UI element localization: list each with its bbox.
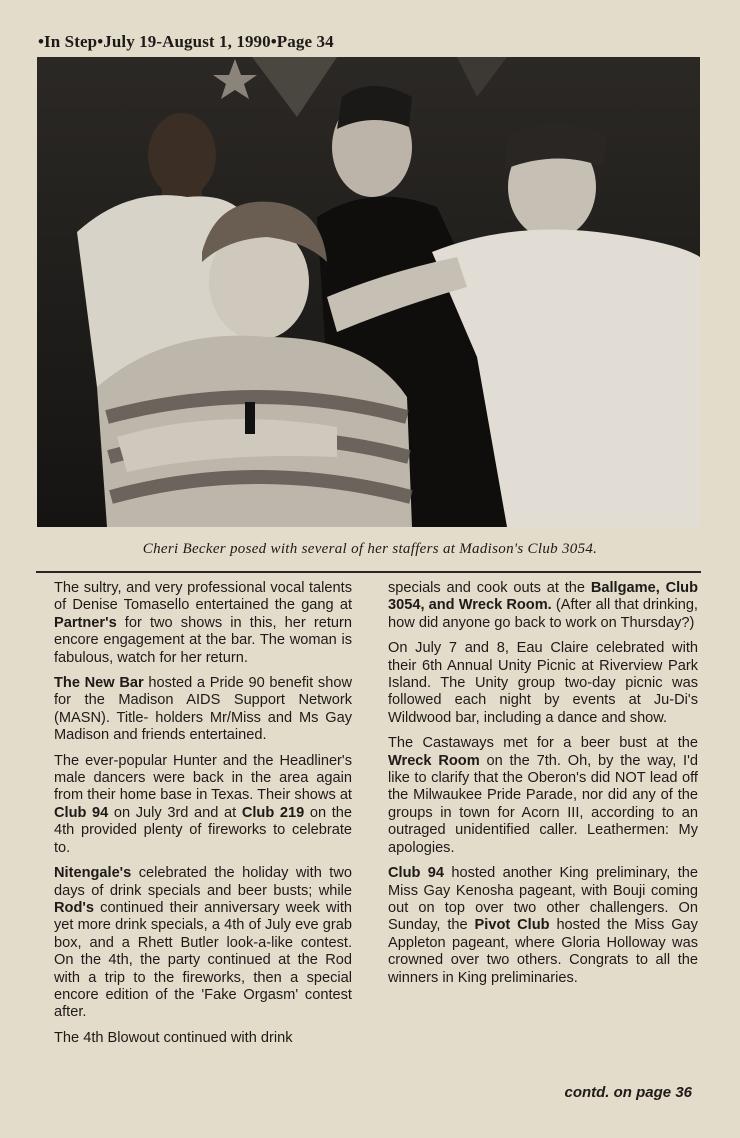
article-paragraph <box>54 753 352 857</box>
paragraph-text: celebrated the holiday with two days of drink specials and beer busts; while <box>54 865 352 899</box>
article-paragraph <box>388 580 698 632</box>
paragraph-text: On July 7 and 8, Eau Claire celebrated with their 6th Annual Unity Picnic at Riverview Park Island. The Unity group two-day picnic was followed each night by events at Ju-Di's Wildwood bar, including a dance and show. <box>388 640 698 726</box>
paragraph-text: (After all that drinking, how did anyone go back to work on Thursday?) <box>388 597 698 631</box>
article-paragraph <box>388 865 698 987</box>
page-header: •In Step•July 19-August 1, 1990•Page 34 <box>38 32 334 51</box>
paragraph-text: specials and cook outs at the <box>388 580 591 596</box>
bold-venue-name: Wreck Room <box>388 752 480 769</box>
article-right-column <box>388 580 698 995</box>
paragraph-text: hosted a Pride 90 benefit show for the Madison AIDS Support Network (MASN). Title- holders Mr/Miss and Ms Gay Madison and friends entertained. <box>54 675 352 744</box>
paragraph-text: continued their anniversary week with yet more drink specials, a 4th of July eve grab box, and a Rhett Butler look-a-like contest. On the 4th, the party continued at the Rod with a trip to the fireworks, then a special encore edition of the 'Fake Orgasm' contest after. <box>54 899 352 1021</box>
paragraph-text: The ever-popular Hunter and the Headliner's male dancers were back in the area again from their home base in Texas. Their shows at <box>54 752 352 804</box>
article-paragraph <box>388 735 698 857</box>
article-paragraph <box>54 675 352 745</box>
bold-venue-name: Nitengale's <box>54 865 132 882</box>
bold-venue-name: Rod's <box>54 899 94 916</box>
paragraph-text: The sultry, and very professional vocal talents of Denise Tomasello entertained the gang at <box>54 580 352 614</box>
paragraph-text: The 4th Blowout continued with drink <box>54 1029 293 1046</box>
column-divider <box>36 571 701 573</box>
paragraph-text: for two shows in this, her return encore engagement at the bar. The woman is fabulous, watch for her return. <box>54 614 352 666</box>
news-photo <box>37 57 700 527</box>
article-paragraph <box>388 640 698 727</box>
bold-venue-name: Pivot Club <box>474 917 550 934</box>
article-paragraph <box>54 1030 352 1047</box>
article-paragraph <box>54 865 352 1022</box>
paragraph-text: hosted another King preliminary, the Miss Gay Kenosha pageant, with Bouji coming out on top over two other challengers. On Sunday, the <box>388 865 698 934</box>
article-paragraph <box>54 580 352 667</box>
bold-venue-name: Partner's <box>54 614 117 631</box>
paragraph-text: on July 3rd and at <box>108 804 242 821</box>
paragraph-text: hosted the Miss Gay Appleton pageant, where Gloria Holloway was crowned over two others. Congrats to all the winners in King preliminaries. <box>388 917 698 986</box>
paragraph-text: on the 7th. Oh, by the way, I'd like to clarify that the Oberon's did NOT lead off the Milwaukee Pride Parade, nor did any of the groups in town for Acorn III, according to an outraged unidentified caller. Leathermen: My apologies. <box>388 752 698 856</box>
continued-note: contd. on page 36 <box>564 1084 692 1101</box>
photo-illustration <box>37 57 700 527</box>
paragraph-text: The Castaways met for a beer bust at the <box>388 735 698 752</box>
bold-venue-name: Ballgame, Club 3054, and Wreck Room. <box>388 580 698 614</box>
photo-caption: Cheri Becker posed with several of her staffers at Madison's Club 3054. <box>142 541 598 557</box>
bold-venue-name: Club 219 <box>241 804 305 821</box>
article-left-column <box>54 580 352 1055</box>
bold-venue-name: Club 94 <box>388 865 445 882</box>
bold-venue-name: Club 94 <box>54 804 109 821</box>
paragraph-text: on the 4th provided plenty of fireworks to celebrate to. <box>54 804 352 856</box>
bold-venue-name: The New Bar <box>54 675 144 692</box>
